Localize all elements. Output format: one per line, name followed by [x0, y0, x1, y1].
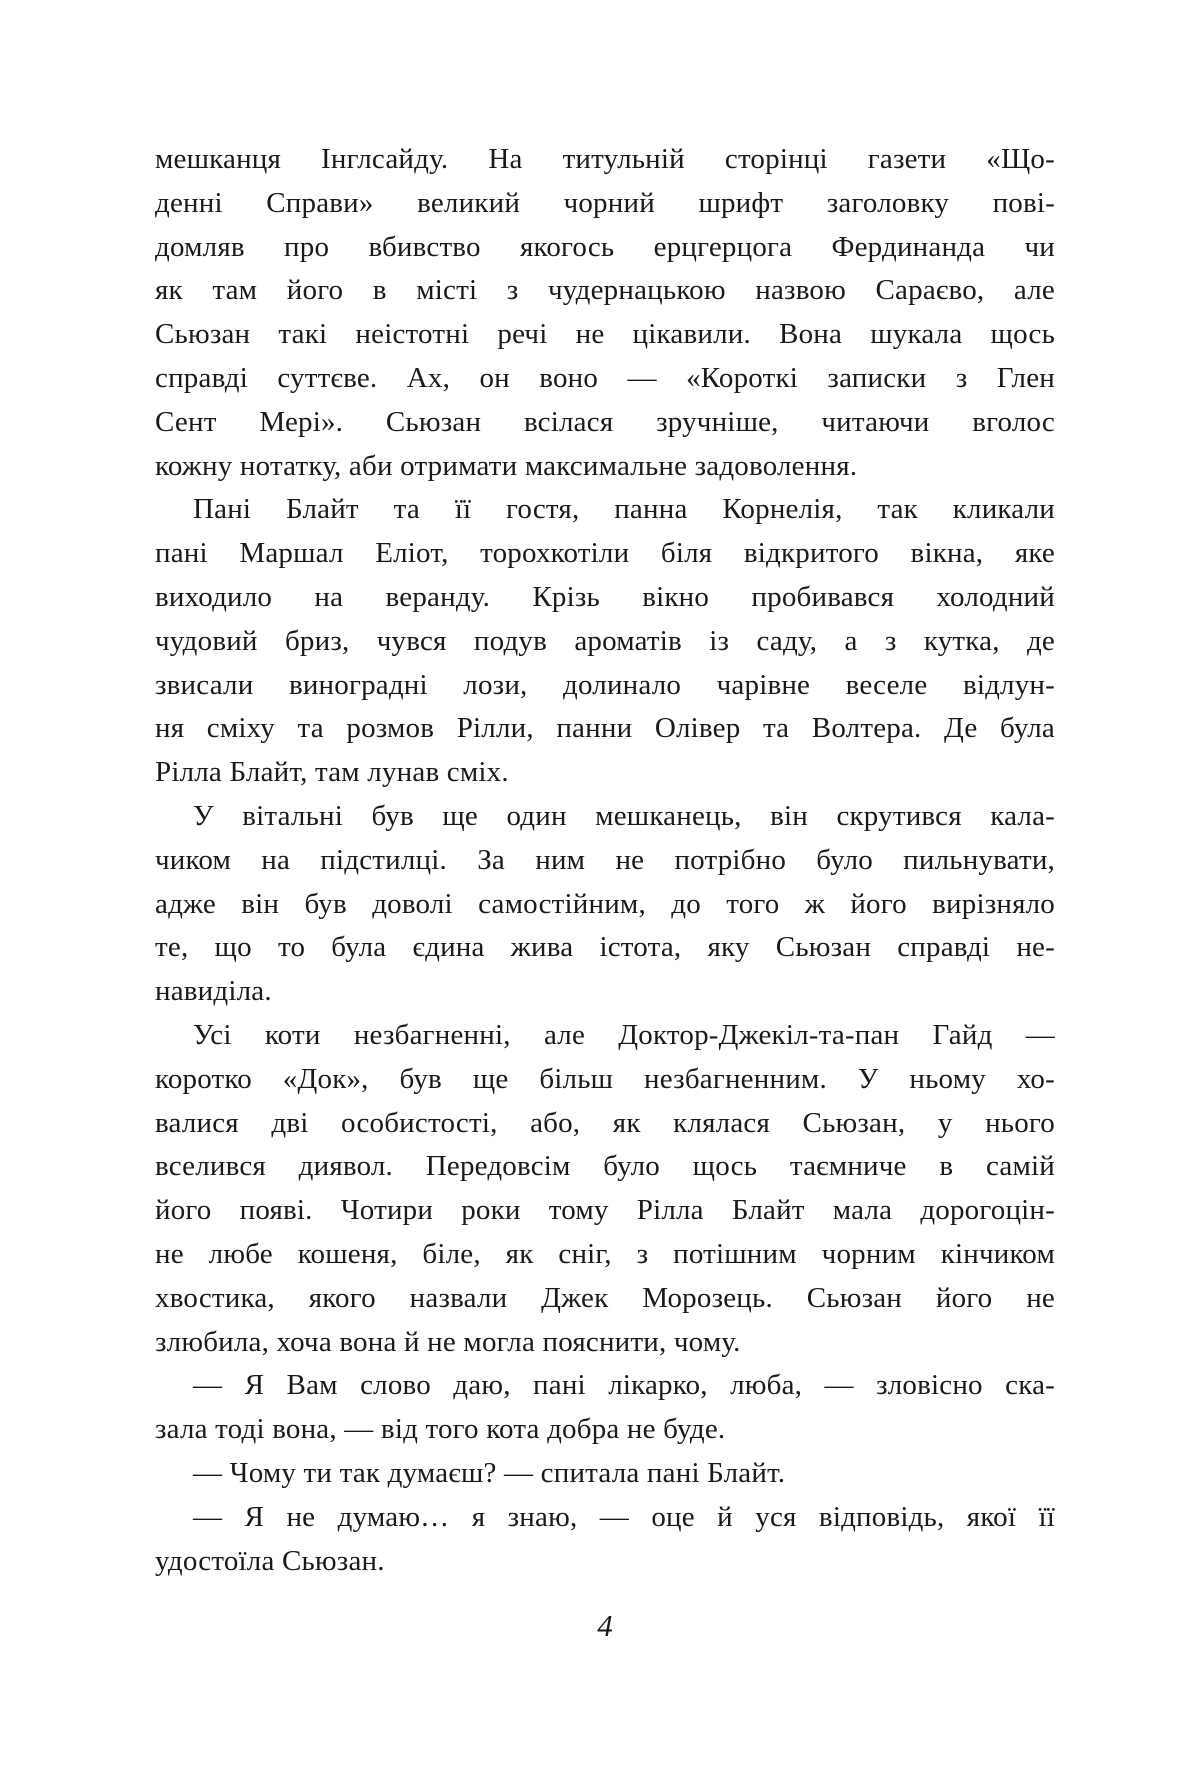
text-line: Пані Блайт та її гостя, панна Корнелія, так кликали: [193, 493, 1055, 526]
text-line: кожну нотатку, аби отримати максимальне задоволення.: [155, 449, 858, 482]
paragraph: [155, 1496, 1055, 1584]
text-line: те, що то була єдина жива істота, яку Сьюзан справді не-: [155, 931, 1055, 964]
text-line: як там його в місті з чудернацькою назвою Сараєво, але: [155, 274, 1055, 307]
text-line: адже він був доволі самостійним, до того ж його вирізняло: [155, 887, 1055, 920]
text-line: — Чому ти так думаєш? — спитала пані Блайт.: [193, 1456, 786, 1489]
text-line: Усі коти незбагненні, але Доктор-Джекіл-та-пан Гайд —: [193, 1018, 1055, 1051]
text-line: Сьюзан такі неістотні речі не цікавили. Вона шукала щось: [155, 318, 1055, 351]
text-line: не любе кошеня, біле, як сніг, з потішним чорним кінчиком: [155, 1237, 1055, 1270]
text-line: денні Справи» великий чорний шрифт заголовку пові-: [155, 186, 1055, 219]
text-line: зала тоді вона, — від того кота добра не буде.: [155, 1413, 726, 1446]
page-number: 4: [597, 1608, 613, 1643]
paragraph: [155, 795, 1055, 1014]
text-line: домляв про вбивство якогось ерцгерцога Фердинанда чи: [155, 230, 1055, 263]
text-line: У вітальні був ще один мешканець, він скрутився кала-: [193, 799, 1055, 832]
paragraph: [155, 488, 1055, 795]
paragraph: [155, 1364, 1055, 1452]
text-line: мешканця Інглсайду. На титульній сторінці газети «Що-: [155, 143, 1055, 175]
text-line: виходило на веранду. Крізь вікно пробивався холодний: [155, 580, 1055, 613]
text-line: навиділа.: [155, 975, 272, 1008]
text-line: — Я Вам слово даю, пані лікарко, люба, — зловісно ска-: [193, 1369, 1055, 1402]
body-text: [155, 138, 1055, 1583]
text-line: звисали виноградні лози, долинало чарівне веселе відлун-: [155, 668, 1055, 701]
paragraph: [155, 138, 1055, 488]
text-line: удостоїла Сьюзан.: [155, 1544, 385, 1577]
text-line: чудовий бриз, чувся подув ароматів із саду, а з кутка, де: [155, 624, 1055, 657]
text-line: злюбила, хоча вона й не могла пояснити, чому.: [155, 1325, 741, 1358]
text-line: валися дві особистості, або, як клялася Сьюзан, у нього: [155, 1106, 1055, 1139]
text-line: коротко «Док», був ще більш незбагненним. У ньому хо-: [155, 1062, 1055, 1095]
text-line: його появі. Чотири роки тому Рілла Блайт мала дорогоцін-: [155, 1194, 1055, 1227]
text-line: Рілла Блайт, там лунав сміх.: [155, 756, 509, 789]
text-line: — Я не думаю… я знаю, — оце й уся відповідь, якої її: [193, 1500, 1055, 1533]
text-line: чиком на підстилці. За ним не потрібно було пильнувати,: [155, 843, 1055, 876]
text-line: пані Маршал Еліот, торохкотіли біля відкритого вікна, яке: [155, 537, 1055, 570]
text-line: ня сміху та розмов Рілли, панни Олівер та Волтера. Де була: [155, 712, 1055, 745]
text-line: Сент Мері». Сьюзан всілася зручніше, читаючи вголос: [155, 405, 1055, 438]
text-line: справді суттєве. Ах, он воно — «Короткі записки з Глен: [155, 361, 1055, 394]
text-line: вселився диявол. Передовсім було щось таємниче в самій: [155, 1150, 1055, 1183]
text-line: хвостика, якого назвали Джек Морозець. Сьюзан його не: [155, 1281, 1055, 1314]
paragraph: [155, 1452, 1055, 1496]
paragraph: [155, 1014, 1055, 1364]
